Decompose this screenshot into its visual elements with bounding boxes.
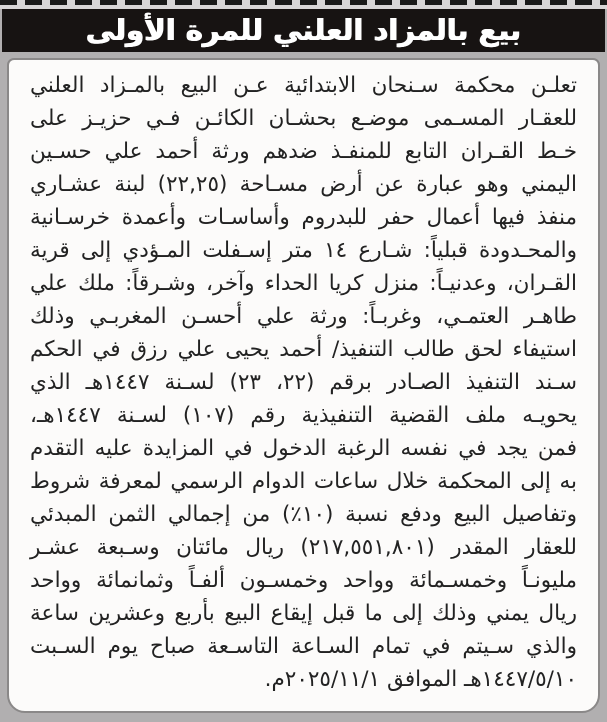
notice-line: به إلى المحكمة خلال ساعات الدوام الرسمي لمعرفة شروط bbox=[30, 469, 577, 494]
notice-title: بيع بالمزاد العلني للمرة الأولى bbox=[85, 13, 522, 47]
notice-line: ١٤٤٧/٥/١٠هـ الموافق ٢٠٢٥/١١/١م. bbox=[264, 667, 577, 692]
notice-line: استيفاء لحق طالب التنفيذ/ أحمد يحيى علي رزق في الحكم bbox=[30, 337, 577, 362]
notice-line: طاهـر العتمـي، وغربـاً: ورثة علي أحسـن المغربـي وذلك bbox=[30, 304, 577, 329]
notice-line: تعلـن محكمة سـنحان الابتدائية عـن البيع بالمـزاد العلني bbox=[30, 73, 577, 98]
notice-line: وتفاصيل البيع ودفع نسبة (١٠٪) من إجمالي الثمن المبدئي bbox=[30, 502, 578, 527]
notice-line: اليمني وهو عبارة عن أرض مسـاحة (٢٢,٢٥) لبنة عشـاري bbox=[30, 172, 577, 197]
notice-line: يحويـه ملف القضية التنفيذية رقم (١٠٧) لسـنة ١٤٤٧هـ، bbox=[30, 403, 577, 428]
notice-line: ريال يمني وذلك إلى ما قبل إيقاع البيع بأربع وعشرين ساعة bbox=[30, 601, 577, 626]
notice-line: منفذ فيها أعمال حفر للبدروم وأساسـات وأعمدة خرسـانية bbox=[30, 205, 577, 230]
notice-line: للعقـار المسـمى موضـع بحشـان الكائـن فـي حزيـز على bbox=[30, 106, 577, 131]
notice-line: القـران، وعدنيـاً: منزل كريا الحداء وآخر، وشـرقاً: ملك علي bbox=[30, 271, 577, 296]
notice-line: فمن يجد في نفسه الرغبة الدخول في المزايدة عليه التقدم bbox=[30, 436, 577, 461]
notice-line: والذي سـيتم في تمام السـاعة التاسـعة صباح يوم السـبت bbox=[30, 634, 577, 659]
notice-line: خـط القـران التابع للمنفـذ ضدهم ورثة أحمد علي حسـين bbox=[30, 139, 577, 164]
notice-header-banner bbox=[2, 9, 605, 52]
notice-body bbox=[7, 58, 600, 713]
notice-line: مليونـاً وخمسـمائة وواحد وخمسـون ألفـاً وثمانمائة وواحد bbox=[30, 568, 577, 593]
notice-line: للعقار المقدر (٢١٧,٥٥١,٨٠١) ريال مائتان وسـبعة عشـر bbox=[30, 535, 577, 560]
notice-line: سـند التنفيذ الصـادر برقم (٢٢، ٢٣) لسـنة ١٤٤٧هـ الذي bbox=[30, 370, 578, 395]
notice-line: والمحـدودة قبلياً: شـارع ١٤ متر إسـفلت المـؤدي إلى قرية bbox=[30, 238, 577, 263]
